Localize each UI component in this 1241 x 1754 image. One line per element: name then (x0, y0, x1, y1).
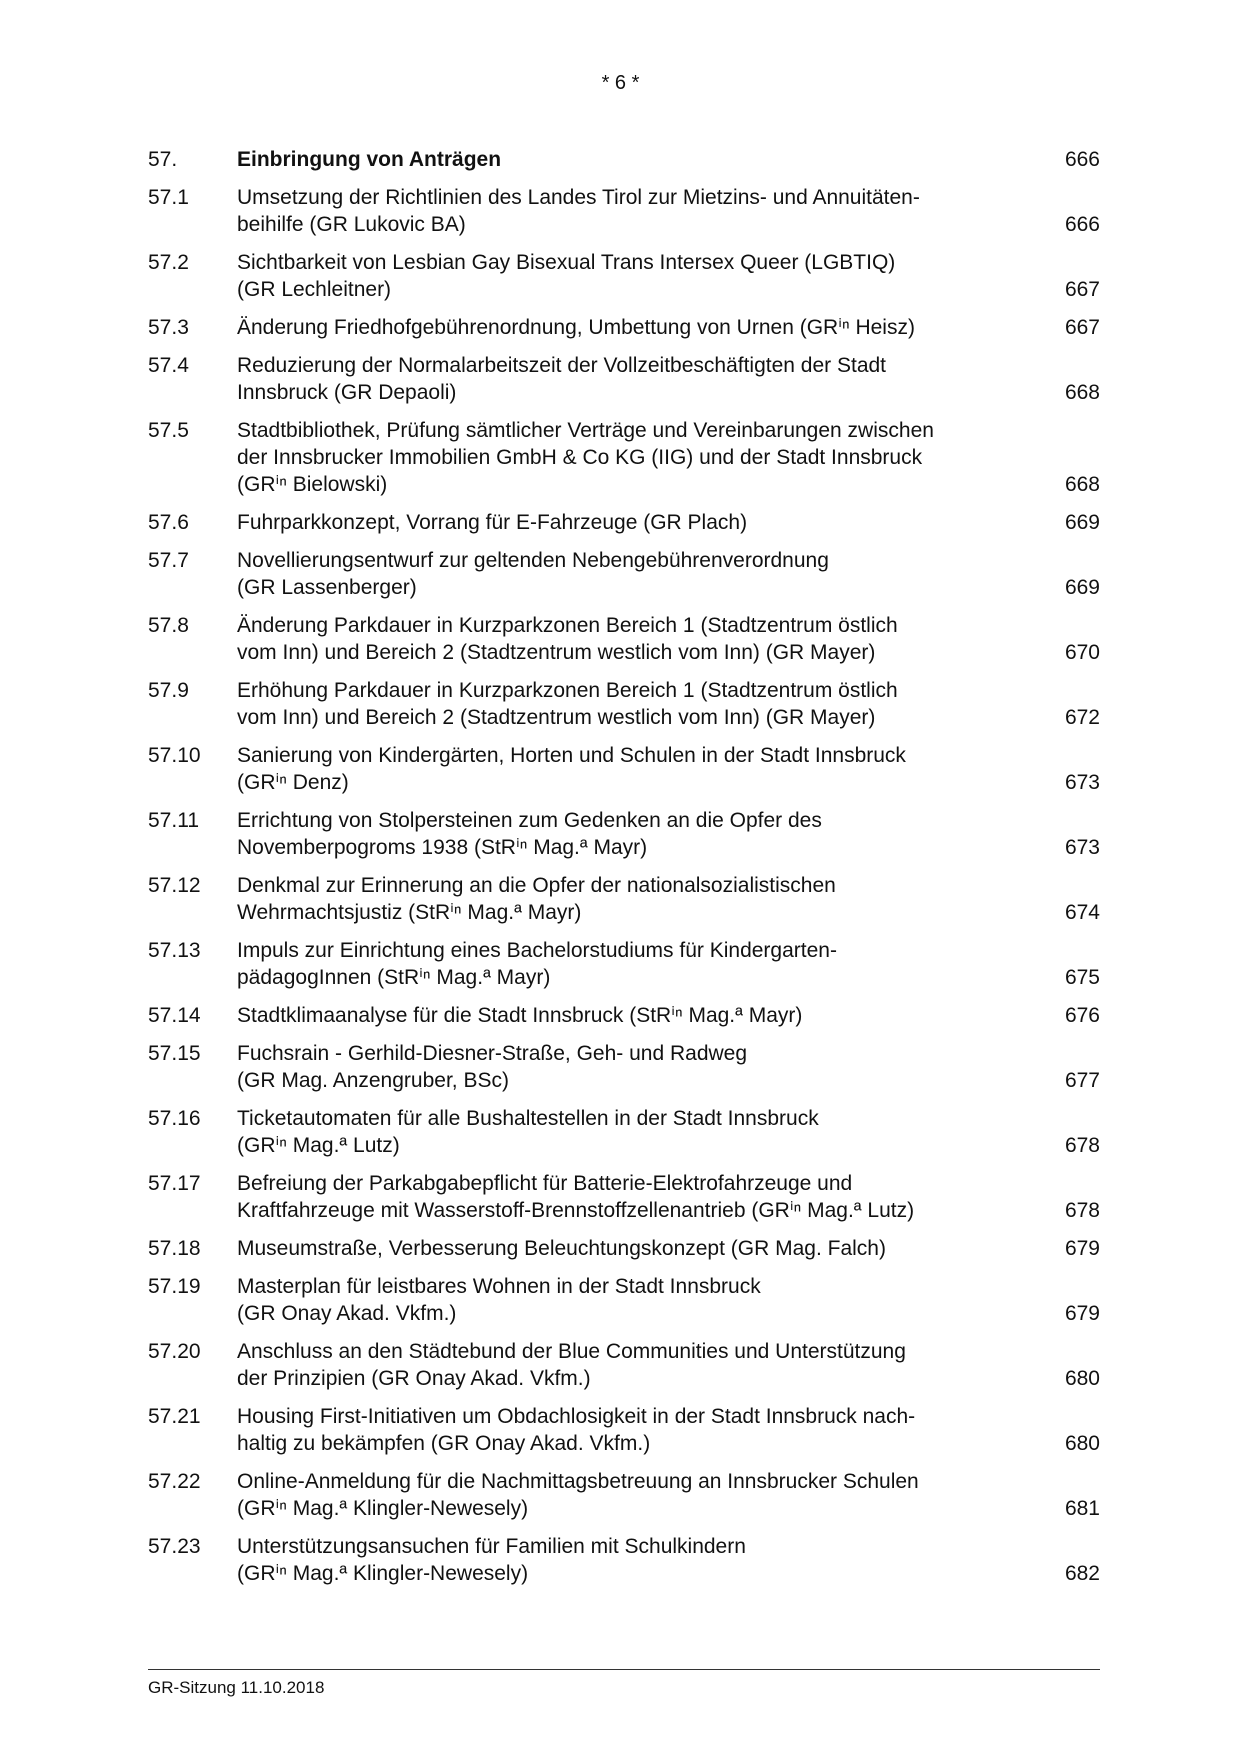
toc-item-title (237, 547, 1030, 601)
toc-row (148, 742, 1100, 796)
toc-item-page: 673 (1064, 836, 1100, 859)
toc-item-title (237, 872, 1030, 926)
toc-item-title (237, 1533, 1030, 1587)
toc-row (148, 872, 1100, 926)
toc-item-page: 666 (1064, 148, 1100, 171)
toc-item-page: 666 (1064, 213, 1100, 236)
toc-item-page: 668 (1064, 473, 1100, 496)
toc-item-title-line: Kraftfahrzeuge mit Wasserstoff-Brennstoffzellenantrieb (GRⁱⁿ Mag.ª Lutz) (237, 1199, 915, 1222)
toc-row (148, 1105, 1100, 1159)
toc-item-title (237, 352, 1030, 406)
toc-item-title (237, 184, 1030, 238)
toc-item-number: 57.19 (148, 1275, 201, 1298)
toc-item-title (237, 612, 1030, 666)
toc-item-title-line: beihilfe (GR Lukovic BA) (237, 213, 466, 236)
toc-item-page: 680 (1064, 1432, 1100, 1455)
toc-item-page: 679 (1064, 1302, 1100, 1325)
toc-item-title-line: Impuls zur Einrichtung eines Bachelorstudiums für Kindergarten- (237, 939, 837, 962)
toc-row (148, 249, 1100, 303)
toc-item-title (237, 314, 1030, 341)
toc-item-page: 672 (1064, 706, 1100, 729)
toc-row (148, 1533, 1100, 1587)
toc-item-number: 57.17 (148, 1172, 201, 1195)
toc-item-title (237, 1403, 1030, 1457)
toc-item-page: 677 (1064, 1069, 1100, 1092)
toc-item-title (237, 417, 1030, 498)
toc-item-title-line: (GR Lechleitner) (237, 278, 392, 301)
footer-text: GR-Sitzung 11.10.2018 (148, 1678, 325, 1697)
toc-item-title-line: Stadtbibliothek, Prüfung sämtlicher Verträge und Vereinbarungen zwischen (237, 419, 934, 442)
toc-item-number: 57.1 (148, 186, 189, 209)
toc-item-page: 679 (1064, 1237, 1100, 1260)
toc-item-title (237, 1105, 1030, 1159)
footer-rule (148, 1669, 1100, 1670)
toc-item-number: 57.16 (148, 1107, 201, 1130)
toc-row (148, 1338, 1100, 1392)
toc-item-page: 676 (1064, 1004, 1100, 1027)
toc-item-title-line: Wehrmachtsjustiz (StRⁱⁿ Mag.ª Mayr) (237, 901, 582, 924)
toc-item-title-line: Änderung Friedhofgebührenordnung, Umbettung von Urnen (GRⁱⁿ Heisz) (237, 316, 915, 339)
toc-item-title-line: Änderung Parkdauer in Kurzparkzonen Bereich 1 (Stadtzentrum östlich (237, 614, 898, 637)
toc-item-title (237, 1040, 1030, 1094)
toc-row (148, 677, 1100, 731)
toc-item-title-line: Museumstraße, Verbesserung Beleuchtungskonzept (GR Mag. Falch) (237, 1237, 886, 1260)
toc-item-title-line: Einbringung von Anträgen (237, 148, 502, 171)
toc-item-page: 669 (1064, 511, 1100, 534)
toc-item-page: 673 (1064, 771, 1100, 794)
toc-item-title-line: Housing First-Initiativen um Obdachlosigkeit in der Stadt Innsbruck nach- (237, 1405, 916, 1428)
toc-item-page: 667 (1064, 316, 1100, 339)
toc-item-title (237, 1468, 1030, 1522)
toc-item-number: 57.11 (148, 809, 199, 832)
toc-item-title (237, 249, 1030, 303)
toc-row (148, 1002, 1100, 1029)
toc-row (148, 352, 1100, 406)
toc-row (148, 612, 1100, 666)
toc-item-title (237, 742, 1030, 796)
toc-item-number: 57.20 (148, 1340, 201, 1363)
toc-item-title-line: (GR Lassenberger) (237, 576, 417, 599)
toc-row (148, 547, 1100, 601)
toc-row (148, 937, 1100, 991)
toc-item-page: 675 (1064, 966, 1100, 989)
toc-item-page: 680 (1064, 1367, 1100, 1390)
toc-item-title-line: Novellierungsentwurf zur geltenden Nebengebührenverordnung (237, 549, 829, 572)
toc-item-title-line: Unterstützungsansuchen für Familien mit Schulkindern (237, 1535, 746, 1558)
toc-item-number: 57.3 (148, 316, 189, 339)
toc-row (148, 1170, 1100, 1224)
toc-item-number: 57.5 (148, 419, 189, 442)
toc-item-title-line: Fuhrparkkonzept, Vorrang für E-Fahrzeuge (GR Plach) (237, 511, 748, 534)
toc-item-title-line: (GRⁱⁿ Bielowski) (237, 473, 388, 496)
toc-item-title (237, 1338, 1030, 1392)
toc-item-number: 57.21 (148, 1405, 201, 1428)
toc-item-title-line: Befreiung der Parkabgabepflicht für Batterie-Elektrofahrzeuge und (237, 1172, 853, 1195)
toc-item-title-line: der Prinzipien (GR Onay Akad. Vkfm.) (237, 1367, 591, 1390)
toc-row (148, 1040, 1100, 1094)
toc-item-title-line: Fuchsrain - Gerhild-Diesner-Straße, Geh- und Radweg (237, 1042, 748, 1065)
toc-item-page: 667 (1064, 278, 1100, 301)
toc-item-title-line: (GR Onay Akad. Vkfm.) (237, 1302, 457, 1325)
toc-item-title-line: Stadtklimaanalyse für die Stadt Innsbruck (StRⁱⁿ Mag.ª Mayr) (237, 1004, 803, 1027)
toc-row (148, 1235, 1100, 1262)
toc-item-page: 669 (1064, 576, 1100, 599)
toc-item-title-line: Novemberpogroms 1938 (StRⁱⁿ Mag.ª Mayr) (237, 836, 648, 859)
toc-item-title-line: pädagogInnen (StRⁱⁿ Mag.ª Mayr) (237, 966, 551, 989)
toc-item-title-line: Online-Anmeldung für die Nachmittagsbetreuung an Innsbrucker Schulen (237, 1470, 919, 1493)
toc-item-page: 682 (1064, 1562, 1100, 1585)
toc-item-number: 57.4 (148, 354, 189, 377)
toc-item-title (237, 509, 1030, 536)
toc-item-number: 57.7 (148, 549, 189, 572)
toc-row (148, 417, 1100, 498)
toc-item-number: 57.12 (148, 874, 201, 897)
toc-item-title-line: Masterplan für leistbares Wohnen in der Stadt Innsbruck (237, 1275, 761, 1298)
toc-item-page: 670 (1064, 641, 1100, 664)
toc-item-number: 57. (148, 148, 178, 171)
toc-item-page: 681 (1064, 1497, 1100, 1520)
toc-item-number: 57.15 (148, 1042, 201, 1065)
toc-item-title-line: Umsetzung der Richtlinien des Landes Tirol zur Mietzins- und Annuitäten- (237, 186, 920, 209)
toc-item-number: 57.2 (148, 251, 189, 274)
toc-item-title (237, 1273, 1030, 1327)
toc-row (148, 1403, 1100, 1457)
toc-item-page: 678 (1064, 1199, 1100, 1222)
toc-item-number: 57.14 (148, 1004, 201, 1027)
toc-row (148, 184, 1100, 238)
toc-item-title-line: Innsbruck (GR Depaoli) (237, 381, 457, 404)
toc-item-number: 57.23 (148, 1535, 201, 1558)
toc-item-title-line: der Innsbrucker Immobilien GmbH & Co KG (IIG) und der Stadt Innsbruck (237, 446, 923, 469)
toc-row (148, 1273, 1100, 1327)
toc-item-title-line: (GRⁱⁿ Mag.ª Lutz) (237, 1134, 400, 1157)
toc-item-page: 668 (1064, 381, 1100, 404)
toc-item-number: 57.10 (148, 744, 201, 767)
toc-row (148, 314, 1100, 341)
toc-item-title (237, 146, 1030, 173)
toc-item-title-line: Reduzierung der Normalarbeitszeit der Vollzeitbeschäftigten der Stadt (237, 354, 887, 377)
page-number: * 6 * (601, 72, 640, 94)
toc-item-title-line: Erhöhung Parkdauer in Kurzparkzonen Bereich 1 (Stadtzentrum östlich (237, 679, 898, 702)
toc-item-number: 57.9 (148, 679, 189, 702)
toc-item-title (237, 1170, 1030, 1224)
toc-item-title-line: (GRⁱⁿ Mag.ª Klingler-Newesely) (237, 1497, 529, 1520)
toc-row (148, 1468, 1100, 1522)
toc-item-number: 57.8 (148, 614, 189, 637)
toc-item-number: 57.22 (148, 1470, 201, 1493)
toc-item-title (237, 1235, 1030, 1262)
toc-item-title (237, 1002, 1030, 1029)
toc-item-title-line: vom Inn) und Bereich 2 (Stadtzentrum westlich vom Inn) (GR Mayer) (237, 706, 876, 729)
toc-item-title-line: Sanierung von Kindergärten, Horten und Schulen in der Stadt Innsbruck (237, 744, 906, 767)
toc-item-title-line: Sichtbarkeit von Lesbian Gay Bisexual Trans Intersex Queer (LGBTIQ) (237, 251, 896, 274)
toc-item-title-line: Anschluss an den Städtebund der Blue Communities und Unterstützung (237, 1340, 906, 1363)
toc-item-number: 57.18 (148, 1237, 201, 1260)
toc-item-title (237, 807, 1030, 861)
toc-item-page: 678 (1064, 1134, 1100, 1157)
toc-item-title-line: Ticketautomaten für alle Bushaltestellen in der Stadt Innsbruck (237, 1107, 819, 1130)
toc-item-title (237, 937, 1030, 991)
toc-row (148, 509, 1100, 536)
table-of-contents (148, 146, 1100, 1598)
toc-row (148, 807, 1100, 861)
toc-item-title-line: vom Inn) und Bereich 2 (Stadtzentrum westlich vom Inn) (GR Mayer) (237, 641, 876, 664)
toc-item-title-line: (GRⁱⁿ Mag.ª Klingler-Newesely) (237, 1562, 529, 1585)
toc-item-title-line: haltig zu bekämpfen (GR Onay Akad. Vkfm.) (237, 1432, 651, 1455)
toc-heading-row (148, 146, 1100, 173)
toc-item-title-line: Denkmal zur Erinnerung an die Opfer der nationalsozialistischen (237, 874, 836, 897)
toc-item-number: 57.6 (148, 511, 189, 534)
toc-item-title-line: (GR Mag. Anzengruber, BSc) (237, 1069, 509, 1092)
toc-item-number: 57.13 (148, 939, 201, 962)
toc-item-title-line: Errichtung von Stolpersteinen zum Gedenken an die Opfer des (237, 809, 822, 832)
toc-item-title-line: (GRⁱⁿ Denz) (237, 771, 349, 794)
toc-item-page: 674 (1064, 901, 1100, 924)
toc-item-title (237, 677, 1030, 731)
